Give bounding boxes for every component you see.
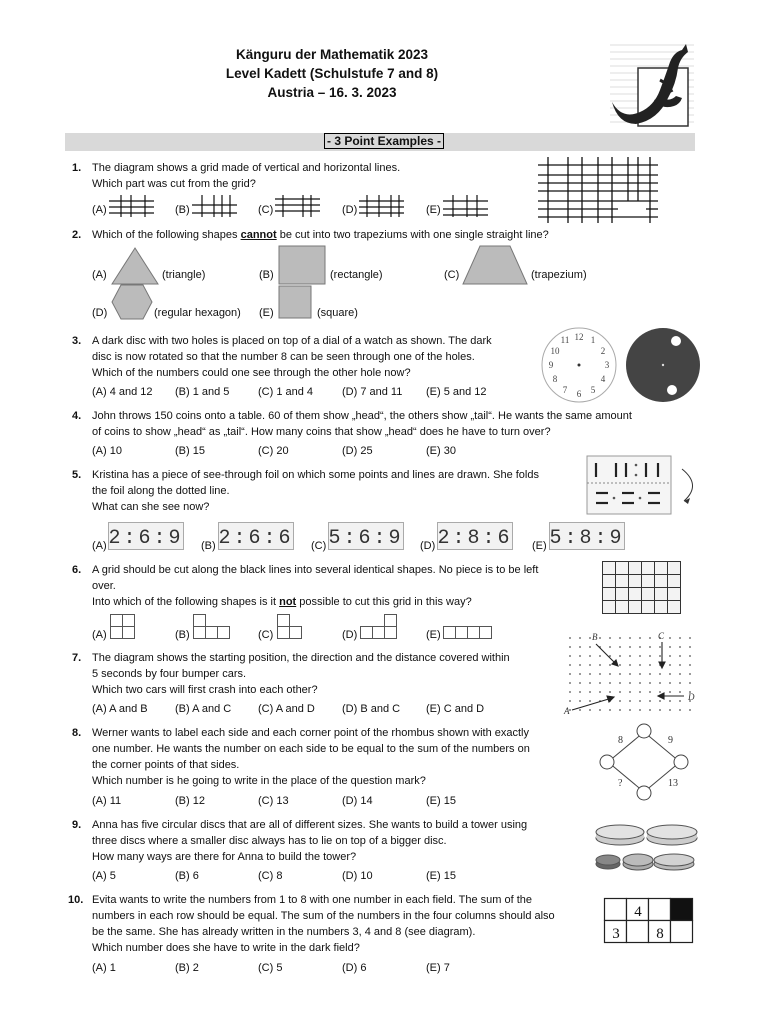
grid-dot — [669, 709, 671, 711]
option-a[interactable]: (A) — [92, 629, 107, 641]
question-text: Which of the following shapes cannot be cut into two trapeziums with one single straight line? — [92, 229, 549, 241]
grid-dot — [609, 664, 611, 666]
option-a[interactable]: (A) 4 and 12 — [92, 386, 153, 398]
grid-dot — [619, 673, 621, 675]
grid-dot — [659, 691, 661, 693]
question-text: Evita wants to write the numbers from 1 to 8 with one number in each field. The sum of the — [92, 894, 533, 906]
question-text: numbers in each row should be equal. The sum of the numbers in the four columns should also — [92, 910, 555, 922]
grid-dot — [579, 691, 581, 693]
grid-dot — [689, 655, 691, 657]
number-grid-icon — [604, 898, 694, 944]
question-text: 5 seconds by four bumper cars. — [92, 668, 247, 680]
grid-dot — [609, 691, 611, 693]
option-a[interactable]: (A) — [92, 204, 107, 216]
question-text: Into which of the following shapes is it not possible to cut this grid in this way? — [92, 596, 472, 608]
option-b[interactable]: (B) 6 — [175, 870, 199, 882]
option-e[interactable]: (E) C and D — [426, 703, 485, 715]
grid-dot — [589, 682, 591, 684]
option-b[interactable]: (B) 1 and 5 — [175, 386, 230, 398]
grid-diagram-icon — [538, 157, 658, 223]
grid-dot — [599, 673, 601, 675]
grid-dot — [589, 700, 591, 702]
option-a[interactable]: (A) 1 — [92, 962, 116, 974]
question-text: Anna has five circular discs that are all of different sizes. She wants to build a tower using — [92, 819, 528, 831]
grid-dot — [659, 682, 661, 684]
grid-dot — [659, 673, 661, 675]
shape-name: (triangle) — [162, 269, 206, 281]
grid-dot — [589, 691, 591, 693]
grid-dot — [669, 691, 671, 693]
grid-dot — [619, 655, 621, 657]
option-e[interactable]: (E) 7 — [426, 962, 450, 974]
question-text: one number. He wants the number on each side to be equal to the sum of the numbers on — [92, 743, 530, 755]
grid-dot — [629, 646, 631, 648]
svg-text:5:8:9: 5:8:9 — [549, 527, 625, 550]
grid-dot — [599, 655, 601, 657]
grid-dot — [679, 700, 681, 702]
svg-text:7: 7 — [562, 385, 568, 395]
option-a[interactable]: (A) 5 — [92, 870, 116, 882]
option-c[interactable]: (C) — [258, 629, 274, 641]
option-a[interactable]: (A) A and B — [92, 703, 148, 715]
grid-dot — [649, 700, 651, 702]
shape-name: (regular hexagon) — [154, 307, 241, 319]
option-d[interactable]: (D) B and C — [342, 703, 401, 715]
display-a — [108, 522, 184, 550]
question-text: disc is now rotated so that the number 8 can be seen through one of the holes. — [92, 351, 475, 363]
option-e[interactable]: (E) — [426, 204, 441, 216]
grid-dot — [639, 673, 641, 675]
grid-dot — [579, 664, 581, 666]
option-b[interactable]: (B) — [175, 204, 190, 216]
grid-dot — [679, 637, 681, 639]
grid-dot — [689, 673, 691, 675]
grid-dot — [649, 637, 651, 639]
question-text: How many ways are there for Anna to build the tower? — [92, 851, 357, 863]
svg-text:5:6:9: 5:6:9 — [328, 527, 404, 550]
grid-dot — [579, 655, 581, 657]
grid-dot — [649, 646, 651, 648]
grid-dot — [609, 646, 611, 648]
shape-d-icon — [360, 614, 398, 640]
display-b — [218, 522, 294, 550]
side-label: 9 — [668, 735, 673, 746]
grid-dot — [629, 673, 631, 675]
option-e[interactable]: (E) — [259, 307, 274, 319]
grid-dot — [599, 637, 601, 639]
grid-dot — [679, 646, 681, 648]
grid-dot — [689, 646, 691, 648]
grid-dot — [589, 664, 591, 666]
option-c[interactable]: (C) 5 — [258, 962, 283, 974]
rhombus-diagram-icon — [598, 722, 694, 794]
question-number: 1. — [72, 162, 82, 174]
option-b[interactable]: (B) A and C — [175, 703, 232, 715]
foil-diagram-icon — [586, 455, 704, 517]
grid-dot — [659, 709, 661, 711]
grid-dot — [579, 673, 581, 675]
question-number: 7. — [72, 652, 82, 664]
grid-dot — [669, 700, 671, 702]
cutting-grid-icon — [602, 561, 681, 614]
side-label: ? — [618, 778, 623, 789]
grid-dot — [679, 682, 681, 684]
question-text: of coins to show „head“ as „tail“. How many coins that show „head“ does he have to turn over? — [92, 426, 551, 438]
option-d[interactable]: (D) 10 — [342, 870, 373, 882]
question-text: be the same. She has already written in the numbers 3, 4 and 8 (see diagram). — [92, 926, 476, 938]
grid-dot — [689, 682, 691, 684]
side-label: 8 — [618, 735, 623, 746]
question-text: A grid should be cut along the black lines into several identical shapes. No piece is to be left — [92, 564, 539, 576]
car-label-a: A — [564, 706, 570, 716]
option-b[interactable]: (B) 15 — [175, 445, 205, 457]
option-b[interactable]: (B) 12 — [175, 795, 205, 807]
option-c[interactable]: (C) A and D — [258, 703, 315, 715]
car-label-c: C — [658, 631, 665, 641]
grid-dot — [569, 700, 571, 702]
option-a[interactable]: (A) 10 — [92, 445, 122, 457]
option-e[interactable]: (E) 15 — [426, 795, 456, 807]
question-text: A dark disc with two holes is placed on top of a dial of a watch as shown. The dark — [92, 335, 492, 347]
grid-dot — [569, 637, 571, 639]
option-c[interactable]: (C) — [311, 540, 327, 552]
grid-dot — [679, 709, 681, 711]
grid-dot — [609, 709, 611, 711]
option-d[interactable]: (D) — [92, 307, 108, 319]
shape-a-icon — [110, 614, 136, 640]
grid-dot — [649, 655, 651, 657]
svg-text:11: 11 — [560, 335, 570, 345]
question-number: 9. — [72, 819, 82, 831]
grid-dot — [629, 637, 631, 639]
grid-dot — [669, 655, 671, 657]
grid-dot — [569, 682, 571, 684]
question-number: 3. — [72, 335, 82, 347]
grid-dot — [609, 637, 611, 639]
question-text: Which number is he going to write in the place of the question mark? — [92, 775, 426, 787]
grid-dot — [609, 682, 611, 684]
grid-dot — [589, 637, 591, 639]
grid-dot — [589, 646, 591, 648]
grid-dot — [619, 691, 621, 693]
grid-dot — [629, 691, 631, 693]
grid-dot — [629, 700, 631, 702]
cell-value: 8 — [656, 926, 664, 942]
cell-value: 4 — [634, 904, 642, 920]
svg-text:2:6:9: 2:6:9 — [108, 527, 184, 550]
grid-dot — [579, 637, 581, 639]
question-text: over. — [92, 580, 116, 592]
trapezium-icon — [462, 245, 528, 285]
grid-dot — [639, 655, 641, 657]
kangaroo-logo-icon — [610, 40, 694, 130]
option-b[interactable]: (B) 2 — [175, 962, 199, 974]
svg-text:4: 4 — [600, 374, 606, 384]
option-d[interactable]: (D) 25 — [342, 445, 373, 457]
grid-dot — [619, 709, 621, 711]
option-c[interactable]: (C) 8 — [258, 870, 283, 882]
grid-dot — [579, 682, 581, 684]
title-line-2: Level Kadett (Schulstufe 7 and 8) — [225, 66, 439, 81]
option-d[interactable]: (D) 7 and 11 — [342, 386, 403, 398]
grid-piece-e-icon — [443, 195, 488, 217]
question-number: 6. — [72, 564, 82, 576]
grid-dot — [619, 646, 621, 648]
question-number: 8. — [72, 727, 82, 739]
option-e[interactable]: (E) 5 and 12 — [426, 386, 487, 398]
svg-text:12: 12 — [574, 332, 584, 342]
grid-dot — [679, 664, 681, 666]
grid-dot — [679, 673, 681, 675]
svg-text:5: 5 — [590, 385, 596, 395]
grid-dot — [689, 637, 691, 639]
question-text: Werner wants to label each side and each corner point of the rhombus shown with exactly — [92, 727, 529, 739]
grid-dot — [579, 709, 581, 711]
grid-dot — [679, 655, 681, 657]
grid-piece-a-icon — [109, 195, 154, 217]
hexagon-icon — [111, 284, 153, 320]
grid-dot — [619, 664, 621, 666]
grid-dot — [639, 709, 641, 711]
question-text: Which of the numbers could one see through the other hole now? — [92, 367, 411, 379]
shape-name: (square) — [317, 307, 358, 319]
grid-dot — [649, 664, 651, 666]
section-label: - 3 Point Examples - — [0, 134, 768, 148]
option-a[interactable]: (A) — [92, 540, 107, 552]
svg-text:8: 8 — [552, 374, 558, 384]
grid-dot — [669, 646, 671, 648]
grid-dot — [679, 691, 681, 693]
option-c[interactable]: (C) 13 — [258, 795, 289, 807]
svg-text:6: 6 — [576, 389, 582, 399]
svg-text:10: 10 — [550, 346, 560, 356]
question-text: Kristina has a piece of see-through foil on which some points and lines are drawn. She folds — [92, 469, 539, 481]
grid-dot — [619, 637, 621, 639]
grid-dot — [649, 682, 651, 684]
question-text: Which two cars will first crash into each other? — [92, 684, 318, 696]
grid-dot — [689, 664, 691, 666]
svg-text:9: 9 — [548, 360, 554, 370]
grid-dot — [609, 673, 611, 675]
display-e — [549, 522, 625, 550]
bumper-cars-diagram-icon — [560, 630, 700, 716]
option-e[interactable]: (E) — [426, 629, 441, 641]
svg-text:2:6:6: 2:6:6 — [218, 527, 294, 550]
grid-dot — [619, 700, 621, 702]
grid-dot — [579, 646, 581, 648]
grid-dot — [669, 682, 671, 684]
option-d[interactable]: (D) 6 — [342, 962, 367, 974]
shape-b-icon — [193, 614, 231, 640]
question-text: Which part was cut from the grid? — [92, 178, 256, 190]
grid-dot — [659, 655, 661, 657]
grid-dot — [649, 709, 651, 711]
grid-dot — [629, 709, 631, 711]
option-d[interactable]: (D) — [342, 629, 358, 641]
question-number: 5. — [72, 469, 82, 481]
grid-dot — [639, 700, 641, 702]
option-e[interactable]: (E) — [532, 540, 547, 552]
grid-dot — [649, 691, 651, 693]
title-line-1: Känguru der Mathematik 2023 — [235, 47, 429, 62]
option-d[interactable]: (D) — [342, 204, 358, 216]
option-d[interactable]: (D) 14 — [342, 795, 373, 807]
svg-text:2: 2 — [600, 346, 606, 356]
question-text: John throws 150 coins onto a table. 60 of them show „head“, the others show „tail“. He wants the same amount — [92, 410, 632, 422]
option-e[interactable]: (E) 30 — [426, 445, 456, 457]
triangle-icon — [111, 247, 159, 285]
discs-icon — [594, 824, 700, 876]
grid-dot — [599, 682, 601, 684]
rectangle-icon — [278, 245, 326, 285]
grid-piece-b-icon — [192, 195, 237, 217]
svg-text:3: 3 — [604, 360, 610, 370]
grid-dot — [629, 655, 631, 657]
option-b[interactable]: (B) — [259, 269, 274, 281]
grid-dot — [599, 664, 601, 666]
grid-dot — [649, 673, 651, 675]
grid-dot — [569, 646, 571, 648]
grid-piece-d-icon — [359, 195, 404, 217]
question-number: 4. — [72, 410, 82, 422]
grid-dot — [569, 655, 571, 657]
question-text: Which number does she have to write in the dark field? — [92, 942, 360, 954]
grid-dot — [569, 664, 571, 666]
grid-dot — [669, 673, 671, 675]
display-c — [328, 522, 404, 550]
grid-dot — [599, 691, 601, 693]
question-text: The diagram shows a grid made of vertical and horizontal lines. — [92, 162, 401, 174]
car-label-b: B — [592, 632, 598, 642]
grid-dot — [619, 682, 621, 684]
grid-dot — [639, 682, 641, 684]
grid-dot — [639, 637, 641, 639]
question-text: What can she see now? — [92, 501, 210, 513]
shape-name: (rectangle) — [330, 269, 383, 281]
grid-dot — [589, 709, 591, 711]
option-e[interactable]: (E) 15 — [426, 870, 456, 882]
grid-dot — [629, 664, 631, 666]
question-text: The diagram shows the starting position, the direction and the distance covered within — [92, 652, 510, 664]
question-number: 2. — [72, 229, 82, 241]
option-c[interactable]: (C) — [444, 269, 460, 281]
square-icon — [278, 285, 312, 319]
dark-disc-icon — [624, 326, 702, 404]
option-b[interactable]: (B) — [201, 540, 216, 552]
side-label: 13 — [668, 778, 678, 789]
grid-dot — [639, 646, 641, 648]
cell-value: 3 — [612, 926, 620, 942]
grid-piece-c-icon — [275, 195, 320, 217]
grid-dot — [589, 673, 591, 675]
question-text: the foil along the dotted line. — [92, 485, 230, 497]
question-text: three discs where a smaller disc always has to lie on top of a bigger disc. — [92, 835, 447, 847]
grid-dot — [639, 664, 641, 666]
option-c[interactable]: (C) 1 and 4 — [258, 386, 314, 398]
question-number: 10. — [68, 894, 84, 906]
shape-name: (trapezium) — [531, 269, 587, 281]
grid-dot — [629, 682, 631, 684]
option-a[interactable]: (A) — [92, 269, 107, 281]
watch-dial-icon — [540, 326, 618, 404]
shape-c-icon — [277, 614, 303, 640]
grid-dot — [659, 646, 661, 648]
shape-e-icon — [443, 626, 493, 640]
option-d[interactable]: (D) — [420, 540, 436, 552]
grid-dot — [669, 637, 671, 639]
grid-dot — [639, 691, 641, 693]
question-text: the corner points of that sides. — [92, 759, 240, 771]
svg-text:1: 1 — [590, 335, 596, 345]
grid-dot — [659, 700, 661, 702]
option-a[interactable]: (A) 11 — [92, 795, 122, 807]
grid-dot — [569, 673, 571, 675]
display-d — [437, 522, 513, 550]
option-c[interactable]: (C) 20 — [258, 445, 289, 457]
title-line-3: Austria – 16. 3. 2023 — [267, 85, 397, 100]
svg-text:2:8:6: 2:8:6 — [437, 527, 513, 550]
grid-dot — [689, 709, 691, 711]
option-c[interactable]: (C) — [258, 204, 274, 216]
grid-dot — [599, 709, 601, 711]
grid-dot — [589, 655, 591, 657]
grid-dot — [669, 664, 671, 666]
grid-dot — [569, 691, 571, 693]
option-b[interactable]: (B) — [175, 629, 190, 641]
grid-dot — [579, 700, 581, 702]
car-label-d: D — [688, 692, 695, 702]
